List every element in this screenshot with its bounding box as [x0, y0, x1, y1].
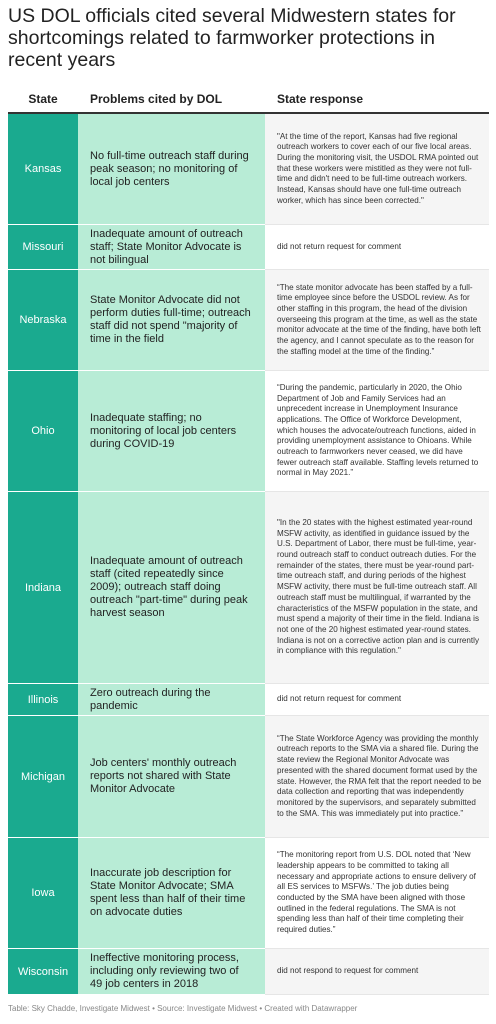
response-cell: did not return request for comment — [265, 684, 489, 716]
response-cell: did not respond to request for comment — [265, 949, 489, 995]
problems-cell: Inadequate staffing; no monitoring of local job centers during COVID-19 — [78, 371, 265, 492]
problems-cell: Ineffective monitoring process, including only reviewing two of 49 job centers in 2018 — [78, 949, 265, 995]
problems-cell: State Monitor Advocate did not perform duties full-time; outreach staff did not spend "majority of time in the field — [78, 270, 265, 371]
table-row — [8, 684, 489, 716]
state-cell: Wisconsin — [8, 949, 78, 995]
table-row — [8, 270, 489, 371]
page-title: US DOL officials cited several Midwestern states for shortcomings related to farmworker protections in recent years — [8, 5, 456, 71]
state-cell: Ohio — [8, 371, 78, 492]
table-row — [8, 716, 489, 838]
state-cell: Indiana — [8, 492, 78, 684]
header-problems: Problems cited by DOL — [90, 92, 223, 106]
state-cell: Michigan — [8, 716, 78, 838]
state-cell: Kansas — [8, 114, 78, 225]
problems-cell: Zero outreach during the pandemic — [78, 684, 265, 716]
response-cell: “The monitoring report from U.S. DOL noted that ‘New leadership appears to be committed to taking all necessary and appropriate actions to ensure delivery of all ES services to MSFWs.’ The job duties being conducted by the SMA have been aligned with those outlined in the federal regulations. The SMA is not spending less than half of their time completing their required duties.” — [265, 838, 489, 949]
problems-cell: Inaccurate job description for State Monitor Advocate; SMA spent less than half of their time on advocate duties — [78, 838, 265, 949]
table-row — [8, 114, 489, 225]
response-cell: did not return request for comment — [265, 225, 489, 270]
data-table — [8, 86, 489, 995]
problems-cell: Job centers' monthly outreach reports not shared with State Monitor Advocate — [78, 716, 265, 838]
footer-credits: Table: Sky Chadde, Investigate Midwest • Source: Investigate Midwest • Created with Datawrapper — [8, 1004, 358, 1013]
state-cell: Illinois — [8, 684, 78, 716]
table-header — [8, 86, 489, 114]
table-row — [8, 225, 489, 270]
table-row — [8, 371, 489, 492]
state-cell: Missouri — [8, 225, 78, 270]
table-row — [8, 949, 489, 995]
response-cell: “During the pandemic, particularly in 2020, the Ohio Department of Job and Family Services had an unprecedent increase in Unemployment Insurance applications. The Office of Workforce Development, which houses the advocate/outreach functions, aided in providing unemployment assistance to Ohioans. While outreach to farmworkers never ceased, we did have fewer outreach staff available. Staffing levels returned to normal in May 2021.” — [265, 371, 489, 492]
table-row — [8, 838, 489, 949]
response-cell: “The State Workforce Agency was providing the monthly outreach reports to the SMA via a shared file. During the state review the Regional Monitor Advocate was presented with the shared document format used by the state. However, the RMA felt that the report needed to be data collection and reporting that was independently monitored by the supervisors, and separately submitted to the SMA. This was immediately put into practice.” — [265, 716, 489, 838]
header-response: State response — [277, 92, 364, 106]
header-state: State — [28, 92, 58, 106]
table-row — [8, 492, 489, 684]
problems-cell: Inadequate amount of outreach staff (cited repeatedly since 2009); outreach staff doing outreach "part-time" during peak harvest season — [78, 492, 265, 684]
problems-cell: No full-time outreach staff during peak season; no monitoring of local job centers — [78, 114, 265, 225]
response-cell: "In the 20 states with the highest estimated year-round MSFW activity, as identified in guidance issued by the U.S. Department of Labor, there must be full-time, year-round outreach staff to conduct outreach duties. For the remainder of the states, there must be year-round part-time outreach staff, and during periods of the highest MSFW activity, there must be full-time outreach staff. All outreach staff must be multilingual, if warranted by the characteristics of the MSFW population in the state, and must spend a majority of their time in the field. Indiana is not one of the 20 highest estimated year-round states. Indiana is not on a corrective action plan and is currently in compliance with this regulation." — [265, 492, 489, 684]
state-cell: Iowa — [8, 838, 78, 949]
response-cell: “The state monitor advocate has been staffed by a full-time employee since before the USDOL review. As for other staffing in this program, the head of the division overseeing this program at the time, as well as the state monitor advocate at the time of the finding, have both left the agency, and I cannot speculate as to the reason for the staffing model at the time of the finding.” — [265, 270, 489, 371]
problems-cell: Inadequate amount of outreach staff; State Monitor Advocate is not bilingual — [78, 225, 265, 270]
state-cell: Nebraska — [8, 270, 78, 371]
response-cell: "At the time of the report, Kansas had five regional outreach workers to cover each of our five local areas. During the monitoring visit, the USDOL RMA pointed out that these workers were mistitled as they were not full-time and didn't need to be full-time outreach workers. Instead, Kansas should have one full-time outreach worker, which has since been corrected." — [265, 114, 489, 225]
